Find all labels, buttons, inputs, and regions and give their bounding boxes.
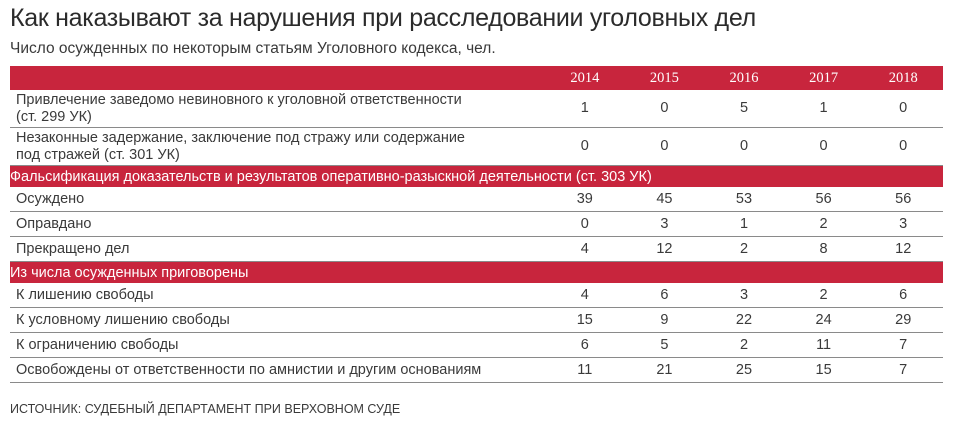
cell-value: 5 (625, 333, 705, 358)
data-table (10, 66, 943, 383)
cell-value: 0 (625, 128, 705, 166)
cell-value: 25 (704, 358, 784, 383)
cell-value: 1 (704, 212, 784, 237)
row-label (10, 90, 545, 128)
row-label: Освобождены от ответственности по амнистии и другим основаниям (10, 358, 545, 383)
page-subtitle: Число осужденных по некоторым статьям Уголовного кодекса, чел. (10, 40, 496, 57)
cell-value: 6 (863, 283, 943, 308)
table-row (10, 358, 943, 383)
cell-value: 21 (625, 358, 705, 383)
table-row (10, 333, 943, 358)
cell-value: 56 (784, 187, 864, 212)
table-header-row (10, 66, 943, 90)
cell-value: 9 (625, 308, 705, 333)
cell-value: 12 (863, 237, 943, 262)
cell-value: 4 (545, 237, 625, 262)
cell-value: 1 (784, 90, 864, 128)
cell-value: 29 (863, 308, 943, 333)
cell-value: 6 (625, 283, 705, 308)
year-header: 2017 (784, 66, 864, 90)
cell-value: 2 (784, 212, 864, 237)
row-label: К ограничению свободы (10, 333, 545, 358)
table-row (10, 90, 943, 128)
cell-value: 0 (704, 128, 784, 166)
source-note: ИСТОЧНИК: СУДЕБНЫЙ ДЕПАРТАМЕНТ ПРИ ВЕРХОВНОМ СУДЕ (10, 402, 401, 416)
cell-value: 22 (704, 308, 784, 333)
cell-value: 4 (545, 283, 625, 308)
row-label: К лишению свободы (10, 283, 545, 308)
header-label-cell (10, 66, 545, 90)
year-header: 2015 (625, 66, 705, 90)
table-row (10, 128, 943, 166)
cell-value: 3 (625, 212, 705, 237)
cell-value: 7 (863, 333, 943, 358)
row-label-line: Незаконные задержание, заключение под стражу или содержание (16, 129, 465, 146)
year-header: 2018 (863, 66, 943, 90)
cell-value: 1 (545, 90, 625, 128)
row-label: К условному лишению свободы (10, 308, 545, 333)
cell-value: 12 (625, 237, 705, 262)
section-title: Из числа осужденных приговорены (10, 262, 943, 284)
cell-value: 11 (784, 333, 864, 358)
row-label-line: Привлечение заведомо невиновного к уголовной ответственности (16, 91, 462, 108)
cell-value: 24 (784, 308, 864, 333)
section-header-row (10, 166, 943, 188)
cell-value: 56 (863, 187, 943, 212)
page-title: Как наказывают за нарушения при расследовании уголовных дел (10, 4, 756, 32)
row-label: Прекращено дел (10, 237, 545, 262)
cell-value: 2 (784, 283, 864, 308)
table-row (10, 283, 943, 308)
cell-value: 2 (704, 237, 784, 262)
row-label-line: под стражей (ст. 301 УК) (16, 146, 180, 163)
table-row (10, 212, 943, 237)
row-label-line: (ст. 299 УК) (16, 108, 92, 125)
table-row (10, 308, 943, 333)
table-row (10, 237, 943, 262)
cell-value: 0 (863, 128, 943, 166)
cell-value: 6 (545, 333, 625, 358)
cell-value: 11 (545, 358, 625, 383)
cell-value: 0 (545, 212, 625, 237)
row-label: Осуждено (10, 187, 545, 212)
cell-value: 45 (625, 187, 705, 212)
row-label (10, 128, 545, 166)
section-header-row (10, 262, 943, 284)
cell-value: 8 (784, 237, 864, 262)
year-header: 2016 (704, 66, 784, 90)
cell-value: 0 (625, 90, 705, 128)
cell-value: 0 (545, 128, 625, 166)
cell-value: 2 (704, 333, 784, 358)
cell-value: 7 (863, 358, 943, 383)
cell-value: 0 (784, 128, 864, 166)
cell-value: 5 (704, 90, 784, 128)
row-label: Оправдано (10, 212, 545, 237)
cell-value: 53 (704, 187, 784, 212)
cell-value: 0 (863, 90, 943, 128)
cell-value: 3 (704, 283, 784, 308)
section-title: Фальсификация доказательств и результатов оперативно-разыскной деятельности (ст. 303 УК) (10, 166, 943, 188)
year-header: 2014 (545, 66, 625, 90)
table-row (10, 187, 943, 212)
cell-value: 3 (863, 212, 943, 237)
cell-value: 15 (545, 308, 625, 333)
cell-value: 39 (545, 187, 625, 212)
cell-value: 15 (784, 358, 864, 383)
